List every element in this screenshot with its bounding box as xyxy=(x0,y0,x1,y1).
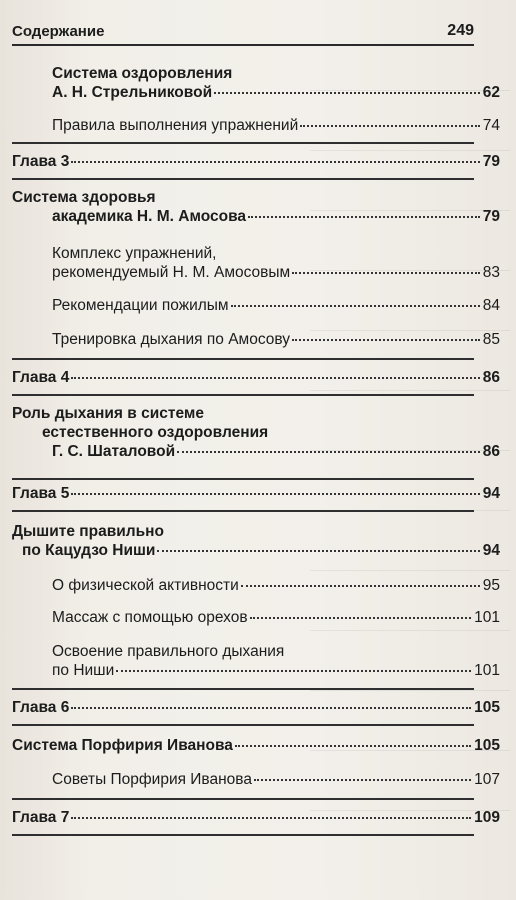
toc-entry-page: 101 xyxy=(474,609,500,626)
section-divider xyxy=(12,478,474,480)
toc-entry-title: Глава 6 xyxy=(12,699,70,716)
toc-entry-page: 105 xyxy=(474,699,500,716)
toc-entry-title: Система Порфирия Иванова xyxy=(12,737,233,754)
toc-entry-page: 105 xyxy=(474,737,500,754)
toc-entry-page: 62 xyxy=(482,84,500,101)
toc-chapter-3[interactable] xyxy=(12,152,500,171)
toc-entry-complex[interactable] xyxy=(52,244,500,282)
dot-leader xyxy=(300,125,480,127)
toc-entry-line: Комплекс упражнений, xyxy=(52,245,217,262)
section-divider xyxy=(12,834,474,836)
toc-entry-page: 86 xyxy=(482,443,500,460)
page-header xyxy=(12,20,474,46)
toc-entry-title: О физической активности xyxy=(52,577,239,594)
toc-entry-ivanov-advice[interactable] xyxy=(52,770,500,789)
dot-leader xyxy=(254,779,471,781)
toc-entry-page: 79 xyxy=(482,208,500,225)
toc-chapter-7[interactable] xyxy=(12,808,500,827)
toc-entry-strelnikova[interactable] xyxy=(52,64,500,102)
toc-entry-title: Глава 7 xyxy=(12,809,70,826)
toc-entry-page: 94 xyxy=(482,485,500,502)
dot-leader xyxy=(292,339,480,341)
toc-entry-line: Система оздоровления xyxy=(52,65,233,82)
section-divider xyxy=(12,178,474,180)
section-divider xyxy=(12,798,474,800)
toc-entry-page: 86 xyxy=(482,369,500,386)
dot-leader xyxy=(157,550,479,552)
toc-entry-page: 109 xyxy=(474,809,500,826)
toc-entry-line: Дышите правильно xyxy=(12,523,164,540)
toc-entry-title: по Ниши xyxy=(52,662,115,679)
toc-entry-page: 79 xyxy=(482,153,500,170)
toc-entry-title: Рекомендации пожилым xyxy=(52,297,229,314)
toc-entry-title: Глава 4 xyxy=(12,369,70,386)
toc-entry-page: 84 xyxy=(482,297,500,314)
toc-entry-page: 83 xyxy=(482,264,500,281)
toc-entry-rules[interactable] xyxy=(52,116,500,135)
section-divider xyxy=(12,358,474,360)
toc-entry-nut-massage[interactable] xyxy=(52,608,500,627)
toc-entry-amosov-system[interactable] xyxy=(12,188,500,226)
dot-leader xyxy=(241,585,480,587)
dot-leader xyxy=(71,817,471,819)
toc-chapter-6[interactable] xyxy=(12,698,500,717)
toc-chapter-5[interactable] xyxy=(12,484,500,503)
toc-entry-title: рекомендуемый Н. М. Амосовым xyxy=(52,264,291,281)
dot-leader xyxy=(71,707,471,709)
section-divider xyxy=(12,688,474,690)
header-page-number: 249 xyxy=(447,22,474,39)
toc-entry-line: Роль дыхания в системе xyxy=(12,405,204,422)
toc-entry-shatalova[interactable] xyxy=(12,404,500,461)
toc-entry-title: Тренировка дыхания по Амосову xyxy=(52,331,291,348)
toc-entry-page: 101 xyxy=(474,662,500,679)
toc-entry-page: 95 xyxy=(482,577,500,594)
dot-leader xyxy=(71,161,479,163)
toc-entry-page: 85 xyxy=(482,331,500,348)
dot-leader xyxy=(250,617,472,619)
dot-leader xyxy=(214,92,480,94)
dot-leader xyxy=(235,745,471,747)
toc-entry-ivanov-system[interactable] xyxy=(12,736,500,755)
dot-leader xyxy=(292,272,480,274)
dot-leader xyxy=(71,377,479,379)
toc-entry-elderly[interactable] xyxy=(52,296,500,315)
toc-entry-title: Глава 3 xyxy=(12,153,70,170)
toc-entry-title: Советы Порфирия Иванова xyxy=(52,771,252,788)
toc-entry-line: Освоение правильного дыхания xyxy=(52,643,285,660)
toc-entry-physical-activity[interactable] xyxy=(52,576,500,595)
toc-entry-line: естественного оздоровления xyxy=(42,424,269,441)
dot-leader xyxy=(177,451,480,453)
toc-entry-nishi-breathing[interactable] xyxy=(52,642,500,680)
dot-leader xyxy=(116,670,471,672)
dot-leader xyxy=(231,305,480,307)
toc-entry-title: Г. С. Шаталовой xyxy=(52,443,176,460)
section-divider xyxy=(12,510,474,512)
dot-leader xyxy=(71,493,479,495)
section-divider xyxy=(12,724,474,726)
dot-leader xyxy=(248,216,480,218)
toc-entry-page: 107 xyxy=(474,771,500,788)
toc-entry-page: 74 xyxy=(482,117,500,134)
section-divider xyxy=(12,142,474,144)
section-divider xyxy=(12,394,474,396)
toc-entry-title: Глава 5 xyxy=(12,485,70,502)
toc-entry-line: Система здоровья xyxy=(12,189,156,206)
toc-entry-title: Массаж с помощью орехов xyxy=(52,609,248,626)
toc-entry-title: А. Н. Стрельниковой xyxy=(52,84,213,101)
toc-entry-title: Правила выполнения упражнений xyxy=(52,117,299,134)
toc-entry-title: академика Н. М. Амосова xyxy=(52,208,247,225)
toc-chapter-4[interactable] xyxy=(12,368,500,387)
toc-entry-title: по Кацудзо Ниши xyxy=(22,542,156,559)
toc-entry-page: 94 xyxy=(482,542,500,559)
toc-entry-breathing-training[interactable] xyxy=(52,330,500,349)
toc-entry-nishi[interactable] xyxy=(12,522,500,560)
header-title: Содержание xyxy=(12,22,105,40)
